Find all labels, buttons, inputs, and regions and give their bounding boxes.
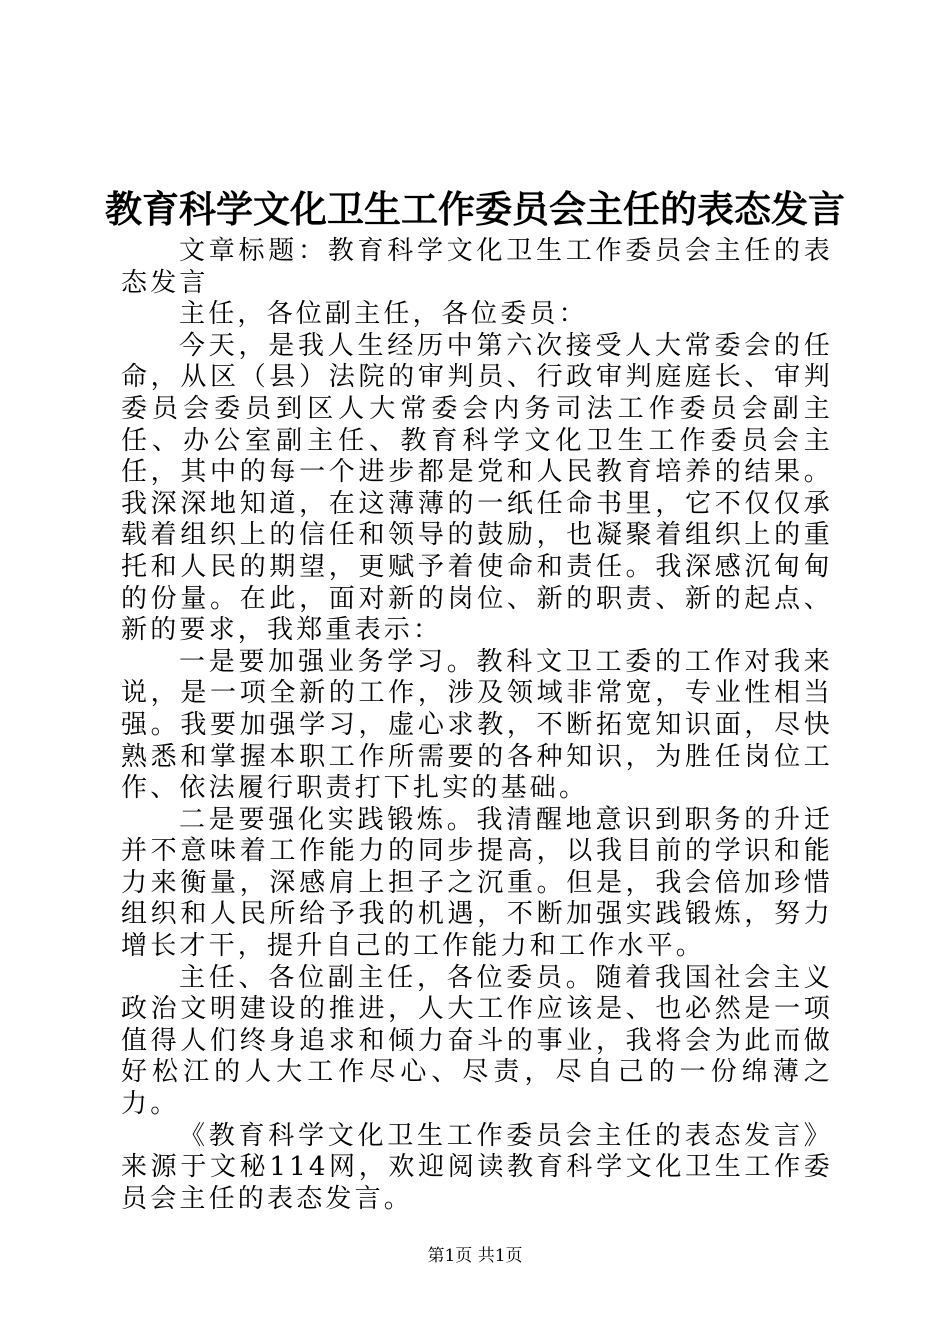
document-title: 教育科学文化卫生工作委员会主任的表态发言 bbox=[105, 187, 845, 231]
paragraph-closing: 主任、各位副主任，各位委员。随着我国社会主义政治文明建设的推进，人大工作应该是、也必然是一项值得人们终身追求和倾力奋斗的事业，我将会为此而做好松江的人大工作尽心、尽责，尽自己的一份绵薄之力。 bbox=[121, 962, 833, 1120]
paragraph-source-note: 《教育科学文化卫生工作委员会主任的表态发言》来源于文秘114网，欢迎阅读教育科学文化卫生工作委员会主任的表态发言。 bbox=[121, 1120, 833, 1214]
document-body bbox=[121, 236, 833, 1215]
paragraph-salutation: 主任，各位副主任，各位委员： bbox=[179, 299, 588, 330]
paragraph-point-two: 二是要强化实践锻炼。我清醒地意识到职务的升迁并不意味着工作能力的同步提高，以我目前的学识和能力来衡量，深感肩上担子之沉重。但是，我会倍加珍惜组织和人民所给予我的机遇，不断加强实践锻炼，努力增长才干，提升自己的工作能力和工作水平。 bbox=[121, 804, 833, 962]
paragraph-article-title: 文章标题：教育科学文化卫生工作委员会主任的表态发言 bbox=[121, 236, 833, 298]
paragraph-point-one: 一是要加强业务学习。教科文卫工委的工作对我来说，是一项全新的工作，涉及领域非常宽，专业性相当强。我要加强学习，虚心求教，不断拓宽知识面，尽快熟悉和掌握本职工作所需要的各种知识，为胜任岗位工作、依法履行职责打下扎实的基础。 bbox=[121, 646, 833, 804]
paragraph-intro: 今天，是我人生经历中第六次接受人大常委会的任命，从区（县）法院的审判员、行政审判庭庭长、审判委员会委员到区人大常委会内务司法工作委员会副主任、办公室副主任、教育科学文化卫生工作委员会主任，其中的每一个进步都是党和人民教育培养的结果。我深深地知道，在这薄薄的一纸任命书里，它不仅仅承载着组织上的信任和领导的鼓励，也凝聚着组织上的重托和人民的期望，更赋予着使命和责任。我深感沉甸甸的份量。在此，面对新的岗位、新的职责、新的起点、新的要求，我郑重表示： bbox=[121, 330, 833, 646]
page-footer: 第1页 共1页 bbox=[427, 1246, 523, 1266]
